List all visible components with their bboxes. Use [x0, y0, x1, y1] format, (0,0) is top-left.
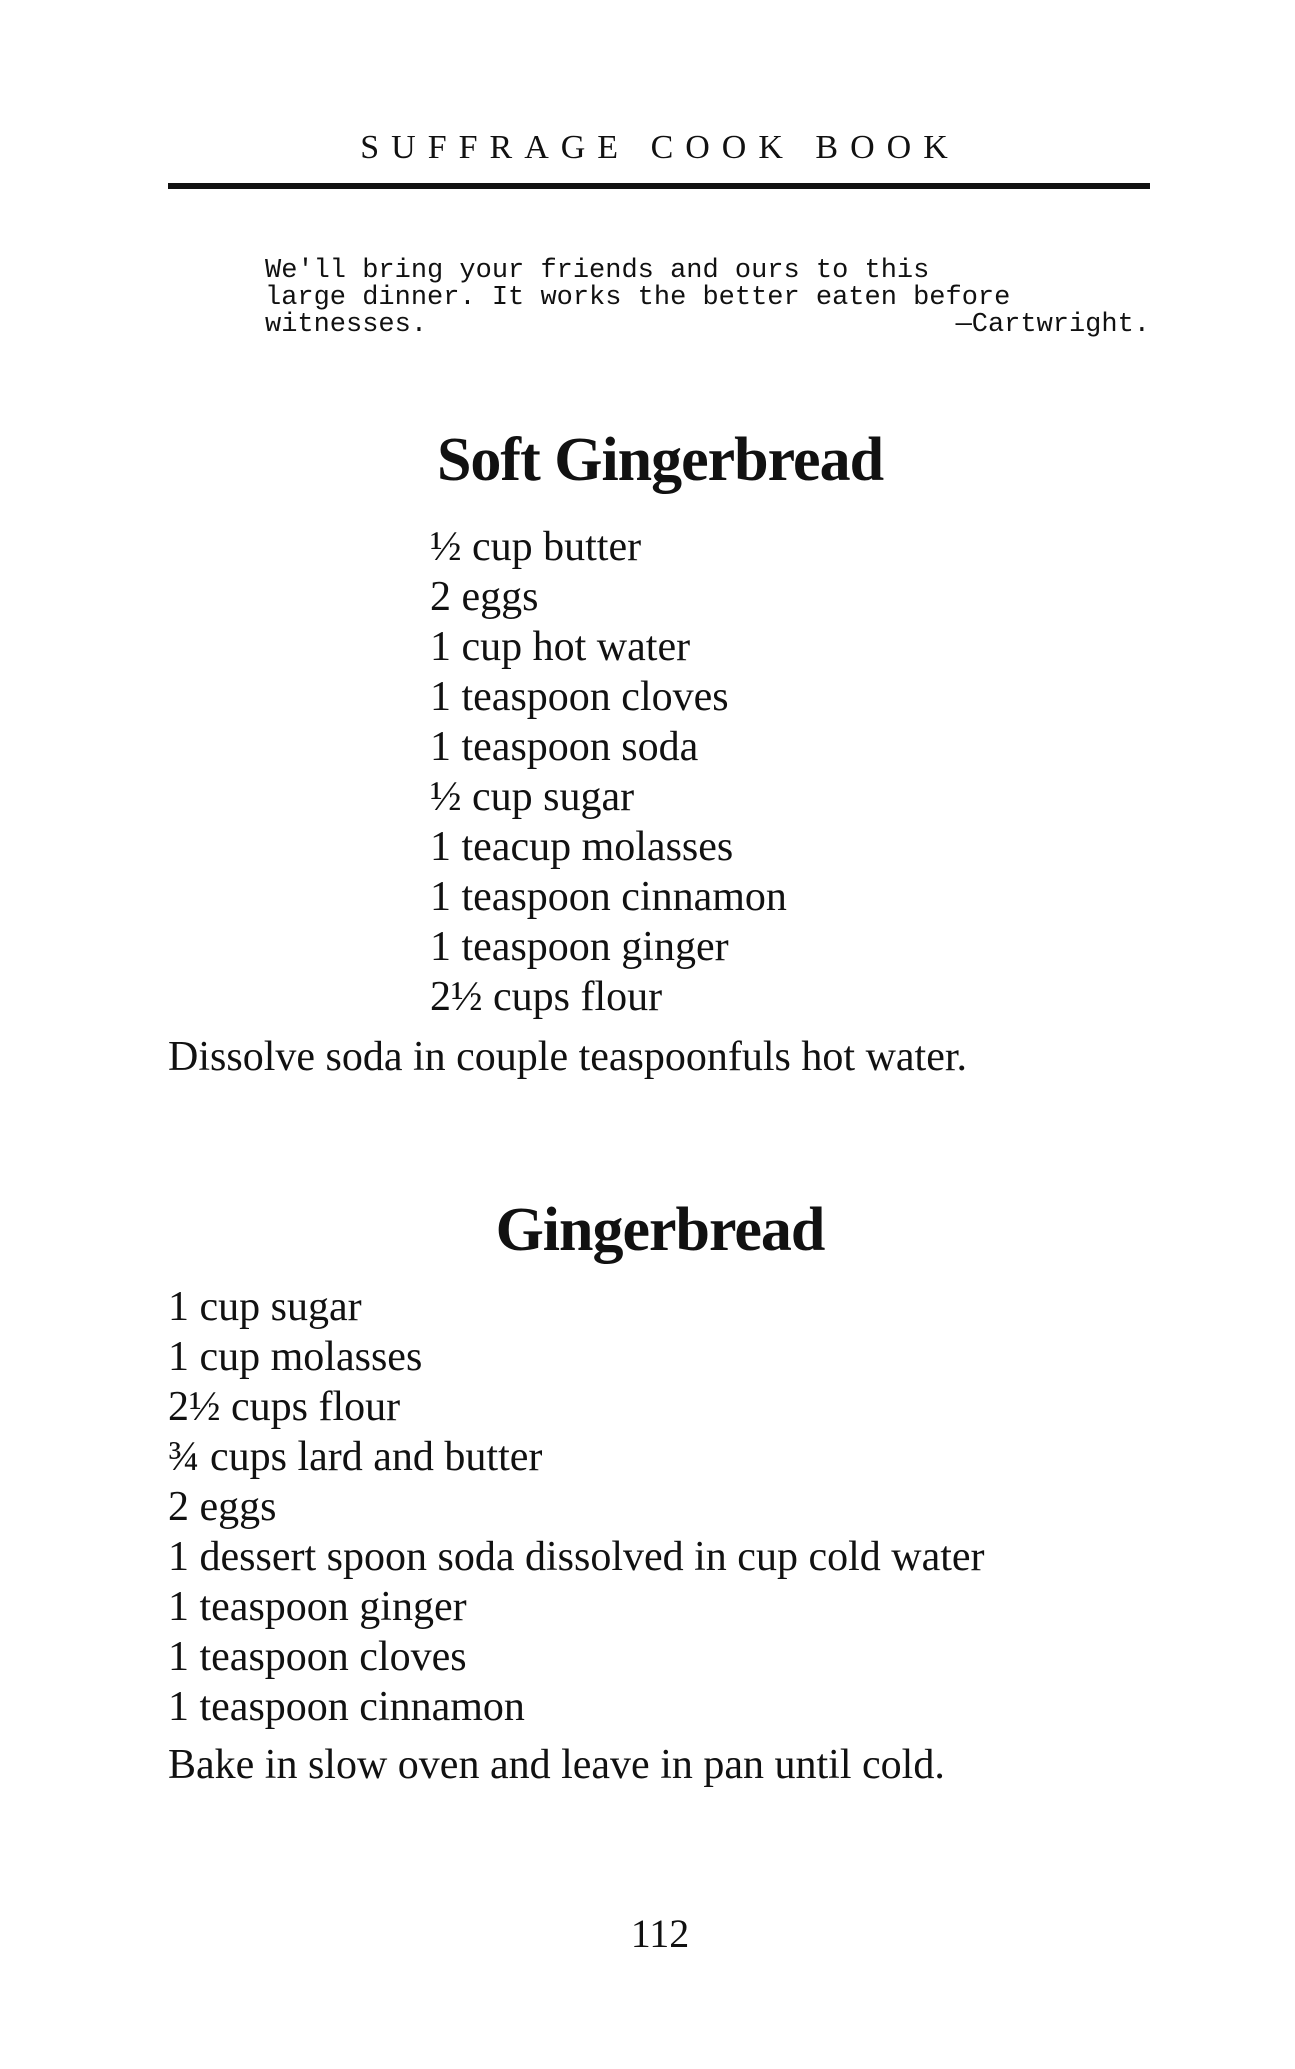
page-number: 112	[630, 1911, 690, 1956]
ingredient-item: 1 cup molasses	[168, 1334, 423, 1380]
ingredient-item: 1 teaspoon cinnamon	[168, 1684, 525, 1730]
ingredient-item: 2 eggs	[430, 574, 539, 620]
ingredient-item: ¾ cups lard and butter	[168, 1434, 543, 1480]
epigraph-line: large dinner. It works the better eaten before	[265, 283, 1011, 313]
ingredient-item: 2 eggs	[168, 1484, 277, 1530]
ingredient-item: 1 teaspoon cinnamon	[430, 874, 787, 920]
recipe-instructions: Dissolve soda in couple teaspoonfuls hot water.	[168, 1034, 968, 1080]
ingredient-item: 1 cup hot water	[430, 624, 691, 670]
ingredient-item: ½ cup butter	[430, 524, 642, 570]
header-rule	[168, 183, 1150, 189]
ingredient-item: 2½ cups flour	[168, 1384, 401, 1430]
ingredient-item: 1 teaspoon ginger	[168, 1584, 467, 1630]
epigraph-attribution: —Cartwright.	[955, 310, 1150, 340]
ingredient-list	[168, 1282, 985, 1732]
epigraph-line: We'll bring your friends and ours to this	[265, 256, 930, 286]
epigraph-line: witnesses.	[265, 310, 428, 340]
ingredient-item: 2½ cups flour	[430, 974, 663, 1020]
recipe-instructions: Bake in slow oven and leave in pan until cold.	[168, 1742, 945, 1788]
ingredient-item: ½ cup sugar	[430, 774, 635, 820]
epigraph	[265, 258, 1150, 339]
ingredient-item: 1 teaspoon soda	[430, 724, 699, 770]
ingredient-item: 1 dessert spoon soda dissolved in cup cold water	[168, 1534, 985, 1580]
ingredient-item: 1 teacup molasses	[430, 824, 734, 870]
ingredient-item: 1 cup sugar	[168, 1284, 362, 1330]
recipe-title: Soft Gingerbread	[436, 426, 884, 494]
recipe-title: Gingerbread	[495, 1196, 825, 1264]
running-head: SUFFRAGE COOK BOOK	[360, 129, 960, 166]
ingredient-list	[430, 522, 787, 1022]
ingredient-item: 1 teaspoon ginger	[430, 924, 729, 970]
ingredient-item: 1 teaspoon cloves	[168, 1634, 467, 1680]
ingredient-item: 1 teaspoon cloves	[430, 674, 729, 720]
